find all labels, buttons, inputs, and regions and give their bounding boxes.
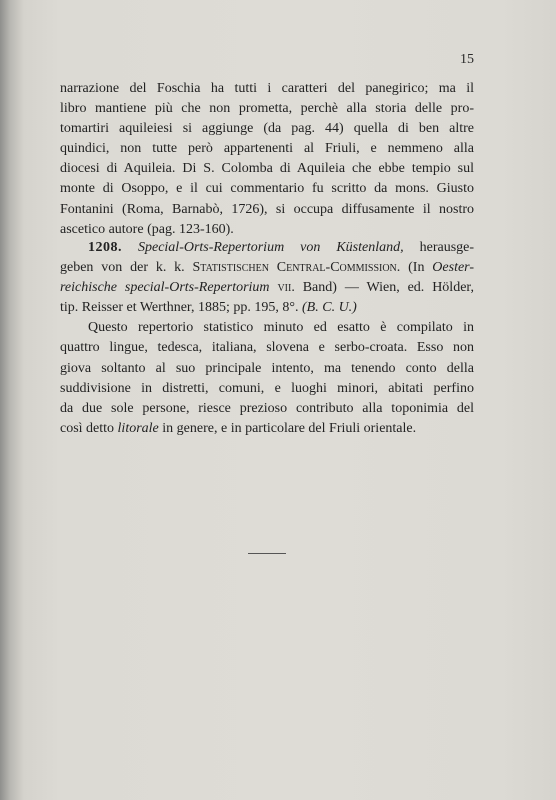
entry-text: (In xyxy=(408,260,425,276)
text-line: diocesi di Aquileia. Di S. Colomba di Aquileia che ebbe tempio sul xyxy=(60,161,474,177)
text-line: narrazione del Foschia ha tutti i caratteri del panegirico; ma il xyxy=(60,81,474,96)
entry-text-italic: litorale xyxy=(117,420,159,436)
entry-citation-line xyxy=(60,258,474,278)
entry-text: tip. Reisser et Werthner, 1885; pp. 195, 8°. xyxy=(60,300,299,316)
text-line: tomartiri aquileiesi si aggiunge (da pag. 44) quella di ben altre xyxy=(60,121,474,137)
entry-text: Band) — Wien, ed. Hölder, xyxy=(302,280,475,296)
text-line: Fontanini (Roma, Barnabò, 1726), si occupa diffusamente il nostro xyxy=(60,201,474,217)
section-divider xyxy=(248,553,286,554)
entry-description-line: suddivisione in distretti, comuni, e luoghi minori, abitati perfino xyxy=(60,380,474,396)
text-line: libro mantiene più che non prometta, perchè alla storia delle pro- xyxy=(60,101,474,117)
entry-number: 1208. xyxy=(88,240,122,255)
text-line: monte di Osoppo, e il cui commentario fu scritto da mons. Giusto xyxy=(60,181,474,197)
entry-text: herausge- xyxy=(419,240,475,255)
entry-text: così detto xyxy=(60,420,115,436)
paragraph-foschia xyxy=(60,79,474,240)
entry-description-line: da due sole persone, riesce prezioso contributo alla toponimia del xyxy=(60,400,474,416)
entry-citation-line xyxy=(60,298,474,318)
entry-text: in genere, e in particolare del Friuli orientale. xyxy=(162,420,417,436)
entry-description-line xyxy=(60,419,474,439)
library-siglum: (B. C. U.) xyxy=(302,300,357,316)
bibliography-entry-1208 xyxy=(60,238,474,439)
entry-description-line: Questo repertorio statistico minuto ed esatto è compilato in xyxy=(88,320,474,336)
series-title: Oester- xyxy=(432,260,475,276)
series-title: reichische special-Orts-Repertorium xyxy=(60,280,270,296)
volume-number: vii. xyxy=(277,280,295,296)
text-line: ascetico autore (pag. 123-160). xyxy=(60,221,234,237)
entry-title: Special-Orts-Repertorium von Küstenland, xyxy=(137,240,404,255)
page-number: 15 xyxy=(460,52,474,67)
entry-description-line: giova soltanto al suo principale intento, ma tenendo conto della xyxy=(60,360,474,376)
entry-citation-line xyxy=(60,278,474,298)
entry-text: geben von der k. k. xyxy=(60,260,185,276)
publisher-name: Statistischen Central-Commission. xyxy=(192,260,401,276)
entry-heading-line xyxy=(60,238,474,258)
text-line: quindici, non tutte però appartenenti al Friuli, e nemmeno alla xyxy=(60,141,474,157)
entry-description-line: quattro lingue, tedesca, italiana, slovena e serbo-croata. Esso non xyxy=(60,340,474,356)
